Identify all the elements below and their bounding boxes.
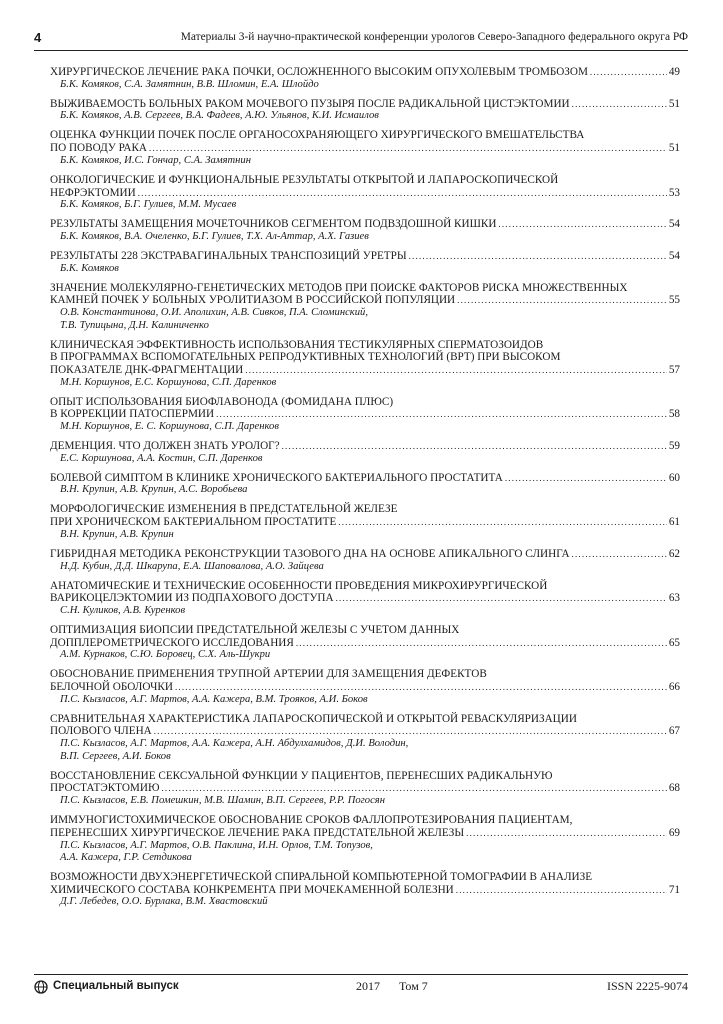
toc-title-line — [50, 770, 680, 783]
toc-page-number: 63 — [668, 592, 680, 605]
toc-title-line — [50, 66, 680, 79]
toc-entry — [50, 668, 680, 706]
toc-title-line — [50, 351, 680, 364]
dot-leader — [572, 548, 667, 561]
toc-entry — [50, 250, 680, 275]
dot-leader — [149, 142, 667, 155]
toc-title: ДОППЛЕРОМЕТРИЧЕСКОГО ИССЛЕДОВАНИЯ — [50, 636, 294, 649]
toc-title: ОЦЕНКА ФУНКЦИИ ПОЧЕК ПОСЛЕ ОРГАНОСОХРАНЯЮЩЕГО ХИРУРГИЧЕСКОГО ВМЕШАТЕЛЬСТВА — [50, 129, 585, 142]
toc-authors: М.Н. Коршунов, Е. С. Коршунова, С.П. Даренков — [60, 421, 279, 433]
dot-leader — [498, 218, 666, 231]
dot-leader — [138, 187, 667, 200]
toc-entry — [50, 548, 680, 573]
toc-title: ПЕРЕНЕСШИХ ХИРУРГИЧЕСКОЕ ЛЕЧЕНИЕ РАКА ПРЕДСТАТЕЛЬНОЙ ЖЕЛЕЗЫ — [50, 826, 465, 839]
dot-leader — [282, 440, 667, 453]
toc-title: БЕЛОЧНОЙ ОБОЛОЧКИ — [50, 681, 173, 694]
toc-title-line — [50, 129, 680, 142]
toc-page-number: 62 — [668, 547, 680, 560]
toc-page-number: 49 — [668, 66, 680, 78]
toc-page-number: 58 — [668, 408, 680, 421]
dot-leader — [409, 250, 667, 263]
toc-page-number: 65 — [668, 636, 680, 649]
dot-leader — [338, 516, 667, 529]
toc-title: В КОРРЕКЦИИ ПАТОСПЕРМИИ — [50, 408, 215, 421]
toc-title: СРАВНИТЕЛЬНАЯ ХАРАКТЕРИСТИКА ЛАПАРОСКОПИЧЕСКОЙ И ОТКРЫТОЙ РЕВАСКУЛЯРИЗАЦИИ — [50, 712, 577, 725]
toc-authors: Б.К. Комяков, И.С. Гончар, С.А. Замятнин — [60, 154, 251, 166]
page-footer — [34, 974, 688, 999]
toc-authors: О.В. Константинова, О.И. Аполихин, А.В. Сивков, П.А. Сломинский, — [60, 307, 368, 319]
toc-title-line — [50, 472, 680, 485]
toc-page-number: 67 — [668, 725, 680, 738]
page-header — [34, 28, 688, 51]
toc-title-line — [50, 294, 680, 307]
toc-authors: В.П. Сергеев, А.И. Боков — [60, 750, 171, 762]
toc-title-line — [50, 503, 680, 516]
toc-title: АНАТОМИЧЕСКИЕ И ТЕХНИЧЕСКИЕ ОСОБЕННОСТИ ПРОВЕДЕНИЯ МИКРОХИРУРГИЧЕСКОЙ — [50, 579, 548, 592]
toc-page-number: 59 — [668, 440, 680, 453]
toc-page-number: 68 — [668, 782, 680, 795]
toc-authors: С.Н. Куликов, А.В. Куренков — [60, 604, 186, 616]
issue-label: Специальный выпуск — [53, 980, 179, 992]
toc-title-line — [50, 624, 680, 637]
dot-leader — [457, 294, 667, 307]
toc-entry — [50, 814, 680, 864]
toc-entry — [50, 339, 680, 390]
toc-title: ПРИ ХРОНИЧЕСКОМ БАКТЕРИАЛЬНОМ ПРОСТАТИТЕ — [50, 516, 337, 529]
toc-title-line — [50, 827, 680, 840]
dot-leader — [505, 472, 667, 485]
toc-title: БОЛЕВОЙ СИМПТОМ В КЛИНИКЕ ХРОНИЧЕСКОГО БАКТЕРИАЛЬНОГО ПРОСТАТИТА — [50, 471, 503, 484]
toc-title: ДЕМЕНЦИЯ. ЧТО ДОЛЖЕН ЗНАТЬ УРОЛОГ? — [50, 440, 280, 453]
toc-title: ХИМИЧЕСКОГО СОСТАВА КОНКРЕМЕНТА ПРИ МОЧЕКАМЕННОЙ БОЛЕЗНИ — [50, 883, 454, 896]
toc-title: РЕЗУЛЬТАТЫ ЗАМЕЩЕНИЯ МОЧЕТОЧНИКОВ СЕГМЕНТОМ ПОДВЗДОШНОЙ КИШКИ — [50, 218, 497, 231]
toc-title: ПОКАЗАТЕЛЕ ДНК-ФРАГМЕНТАЦИИ — [50, 363, 244, 376]
toc-title-line — [50, 782, 680, 795]
toc-page-number: 54 — [668, 249, 680, 262]
issue-year: 2017 — [356, 979, 380, 993]
toc-title: ОПЫТ ИСПОЛЬЗОВАНИЯ БИОФЛАВОНОДА (ФОМИДАНА ПЛЮС) — [50, 395, 394, 408]
toc-title-line — [50, 580, 680, 593]
toc-entry — [50, 98, 680, 123]
toc-title-line — [50, 408, 680, 421]
toc-authors: Е.С. Коршунова, А.А. Костин, С.П. Даренков — [60, 452, 263, 464]
running-title: Материалы 3-й научно-практической конференции урологов Северо-Западного федерального округа РФ — [180, 31, 688, 43]
page-number: 4 — [34, 30, 42, 45]
toc-title-line — [50, 98, 680, 111]
toc-title-line — [50, 713, 680, 726]
toc-authors: Б.К. Комяков — [60, 262, 119, 274]
dot-leader — [466, 827, 667, 840]
toc-entry — [50, 396, 680, 434]
toc-title-line — [50, 548, 680, 561]
toc-title-line — [50, 218, 680, 231]
toc-title-line — [50, 364, 680, 377]
toc-title-line — [50, 516, 680, 529]
toc-title-line — [50, 637, 680, 650]
toc-page-number: 57 — [668, 363, 680, 376]
dot-leader — [245, 364, 667, 377]
toc-entry — [50, 713, 680, 763]
toc-title: ОБОСНОВАНИЕ ПРИМЕНЕНИЯ ТРУПНОЙ АРТЕРИИ ДЛЯ ЗАМЕЩЕНИЯ ДЕФЕКТОВ — [50, 668, 487, 681]
toc-title-line — [50, 250, 680, 263]
toc-title-line — [50, 174, 680, 187]
toc-authors: П.С. Кызласов, А.Г. Мартов, А.А. Кажера, А.Н. Абдулхамидов, Д.И. Володин, — [60, 738, 409, 750]
issn: ISSN 2225-9074 — [606, 979, 688, 993]
toc-title-line — [50, 339, 680, 352]
toc-entry — [50, 503, 680, 541]
toc-page-number: 51 — [668, 97, 680, 110]
toc-entry — [50, 580, 680, 618]
toc-title-line — [50, 668, 680, 681]
toc-page-number: 69 — [668, 826, 680, 839]
toc-authors: П.С. Кызласов, Е.В. Помешкин, М.В. Шамин, В.П. Сергеев, Р.Р. Погосян — [60, 795, 385, 807]
toc-authors: Д.Г. Лебедев, О.О. Бурлака, В.М. Хвастовский — [60, 896, 268, 908]
dot-leader — [175, 681, 667, 694]
toc-title-line — [50, 681, 680, 694]
toc-title-line — [50, 440, 680, 453]
toc-authors: П.С. Кызласов, А.Г. Мартов, А.А. Кажера, В.М. Трояков, А.И. Боков — [60, 693, 368, 705]
toc-title: ВАРИКОЦЕЛЭКТОМИИ ИЗ ПОДПАХОВОГО ДОСТУПА — [50, 592, 334, 605]
toc-title-line — [50, 282, 680, 295]
toc-entry — [50, 871, 680, 909]
toc-entry — [50, 440, 680, 465]
toc-page-number: 53 — [668, 186, 680, 199]
toc-title: РЕЗУЛЬТАТЫ 228 ЭКСТРАВАГИНАЛЬНЫХ ТРАНСПОЗИЦИЙ УРЕТРЫ — [50, 249, 407, 262]
toc-authors: В.Н. Крупин, А.В. Крупин — [60, 528, 174, 540]
toc-entry — [50, 174, 680, 212]
toc-entry — [50, 624, 680, 662]
toc-authors: А.А. Кажера, Г.Р. Сетдикова — [60, 852, 192, 863]
toc-authors: А.М. Курнаков, С.Ю. Боровец, С.Х. Аль-Шукри — [60, 649, 271, 661]
toc-page-number: 55 — [668, 294, 680, 307]
toc-title: ВОССТАНОВЛЕНИЕ СЕКСУАЛЬНОЙ ФУНКЦИИ У ПАЦИЕНТОВ, ПЕРЕНЕСШИХ РАДИКАЛЬНУЮ — [50, 769, 553, 782]
issue-volume: Том 7 — [399, 979, 428, 993]
toc-title-line — [50, 884, 680, 897]
toc-title-line — [50, 725, 680, 738]
dot-leader — [161, 782, 666, 795]
toc-title: ХИРУРГИЧЕСКОЕ ЛЕЧЕНИЕ РАКА ПОЧКИ, ОСЛОЖНЕННОГО ВЫСОКИМ ОПУХОЛЕВЫМ ТРОМБОЗОМ — [50, 66, 588, 78]
toc-title: ОНКОЛОГИЧЕСКИЕ И ФУНКЦИОНАЛЬНЫЕ РЕЗУЛЬТАТЫ ОТКРЫТОЙ И ЛАПАРОСКОПИЧЕСКОЙ — [50, 173, 559, 186]
toc-title: В ПРОГРАММАХ ВСПОМОГАТЕЛЬНЫХ РЕПРОДУКТИВНЫХ ТЕХНОЛОГИЙ (ВРТ) ПРИ ВЫСОКОМ — [50, 351, 561, 364]
toc-authors: Б.К. Комяков, С.А. Замятнин, В.В. Шломин, Е.А. Шлойдо — [60, 78, 319, 90]
toc-authors: В.Н. Крупин, А.В. Крупин, А.С. Воробьева — [60, 484, 248, 496]
toc-entry — [50, 218, 680, 243]
toc-title: МОРФОЛОГИЧЕСКИЕ ИЗМЕНЕНИЯ В ПРЕДСТАТЕЛЬНОЙ ЖЕЛЕЗЕ — [50, 503, 398, 516]
toc-authors: Т.В. Тупицына, Д.Н. Калиниченко — [60, 319, 209, 331]
dot-leader — [336, 592, 667, 605]
toc-title: КЛИНИЧЕСКАЯ ЭФФЕКТИВНОСТЬ ИСПОЛЬЗОВАНИЯ ТЕСТИКУЛЯРНЫХ СПЕРМАТОЗОИДОВ — [50, 338, 544, 351]
toc-page-number: 60 — [668, 471, 680, 484]
table-of-contents — [50, 66, 680, 915]
toc-title-line — [50, 142, 680, 155]
dot-leader — [154, 725, 667, 738]
toc-title: НЕФРЭКТОМИИ — [50, 186, 136, 199]
dot-leader — [216, 408, 667, 421]
toc-title-line — [50, 814, 680, 827]
toc-title: ГИБРИДНАЯ МЕТОДИКА РЕКОНСТРУКЦИИ ТАЗОВОГО ДНА НА ОСНОВЕ АПИКАЛЬНОГО СЛИНГА — [50, 547, 570, 560]
toc-title-line — [50, 871, 680, 884]
dot-leader — [456, 884, 667, 897]
toc-page-number: 54 — [668, 218, 680, 231]
toc-authors: М.Н. Коршунов, Е.С. Коршунова, С.П. Даренков — [60, 376, 277, 388]
toc-title: ПРОСТАТЭКТОМИЮ — [50, 782, 160, 795]
toc-authors: Б.К. Комяков, В.А. Очеленко, Б.Г. Гулиев, Т.Х. Ал-Аттар, А.Х. Газиев — [60, 230, 369, 242]
toc-title: ИММУНОГИСТОХИМИЧЕСКОЕ ОБОСНОВАНИЕ СРОКОВ ФАЛЛОПРОТЕЗИРОВАНИЯ ПАЦИЕНТАМ, — [50, 814, 573, 827]
dot-leader — [296, 637, 667, 650]
toc-title: ЗНАЧЕНИЕ МОЛЕКУЛЯРНО-ГЕНЕТИЧЕСКИХ МЕТОДОВ ПРИ ПОИСКЕ ФАКТОРОВ РИСКА МНОЖЕСТВЕННЫХ — [50, 281, 628, 294]
toc-title: КАМНЕЙ ПОЧЕК У БОЛЬНЫХ УРОЛИТИАЗОМ В РОССИЙСКОЙ ПОПУЛЯЦИИ — [50, 294, 456, 307]
toc-authors: Н.Д. Кубин, Д.Д. Шкарупа, Е.А. Шаповалова, А.О. Зайцева — [60, 560, 324, 572]
globe-icon — [34, 980, 48, 994]
toc-title: ОПТИМИЗАЦИЯ БИОПСИИ ПРЕДСТАТЕЛЬНОЙ ЖЕЛЕЗЫ С УЧЕТОМ ДАННЫХ — [50, 623, 460, 636]
toc-page-number: 61 — [668, 516, 680, 529]
dot-leader — [572, 98, 667, 111]
toc-title-line — [50, 592, 680, 605]
toc-title: ВОЗМОЖНОСТИ ДВУХЭНЕРГЕТИЧЕСКОЙ СПИРАЛЬНОЙ КОМПЬЮТЕРНОЙ ТОМОГРАФИИ В АНАЛИЗЕ — [50, 871, 593, 883]
toc-title: ПОЛОВОГО ЧЛЕНА — [50, 725, 152, 738]
toc-page-number: 51 — [668, 142, 680, 155]
toc-authors: П.С. Кызласов, А.Г. Мартов, О.В. Паклина, И.Н. Орлов, Т.М. Топузов, — [60, 839, 373, 851]
toc-entry — [50, 472, 680, 497]
toc-entry — [50, 282, 680, 332]
toc-entry — [50, 129, 680, 167]
toc-page-number: 71 — [668, 883, 680, 896]
toc-authors: Б.К. Комяков, Б.Г. Гулиев, М.М. Мусаев — [60, 199, 237, 211]
toc-entry — [50, 66, 680, 91]
toc-title: ПО ПОВОДУ РАКА — [50, 142, 147, 155]
toc-entry — [50, 770, 680, 808]
toc-title-line — [50, 187, 680, 200]
toc-authors: Б.К. Комяков, А.В. Сергеев, В.А. Фадеев, А.Ю. Ульянов, К.И. Исмаилов — [60, 110, 379, 122]
dot-leader — [590, 66, 667, 79]
toc-title-line — [50, 396, 680, 409]
toc-page-number: 66 — [668, 681, 680, 694]
toc-title: ВЫЖИВАЕМОСТЬ БОЛЬНЫХ РАКОМ МОЧЕВОГО ПУЗЫРЯ ПОСЛЕ РАДИКАЛЬНОЙ ЦИСТЭКТОМИИ — [50, 97, 570, 110]
